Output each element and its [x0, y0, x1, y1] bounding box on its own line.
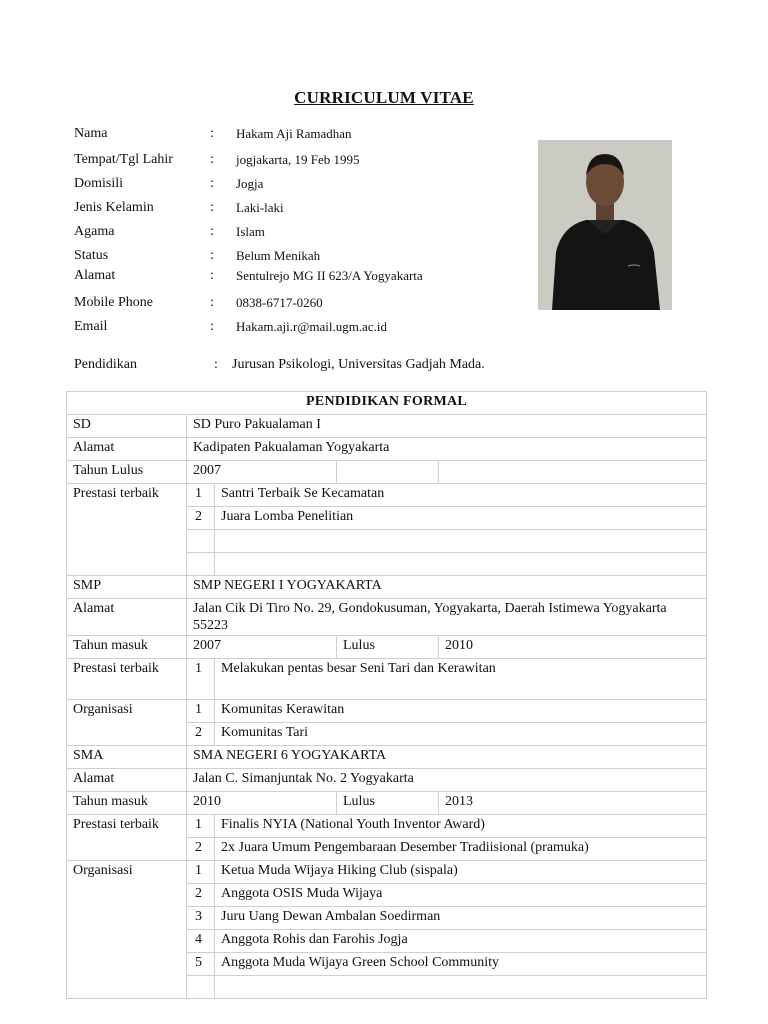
- year-value: 2010: [187, 792, 337, 815]
- bio-label: Email: [74, 319, 108, 334]
- table-row: [67, 636, 707, 659]
- table-row: [67, 484, 707, 507]
- table-header-row: [67, 392, 707, 415]
- row-label: Prestasi terbaik: [67, 484, 187, 576]
- table-row: [67, 438, 707, 461]
- education-table: [66, 391, 707, 999]
- bio-label: Alamat: [74, 268, 116, 283]
- year-value: 2010: [439, 636, 707, 659]
- school-address: Jalan C. Simanjuntak No. 2 Yogyakarta: [187, 769, 707, 792]
- item-text: Anggota Rohis dan Farohis Jogja: [215, 930, 707, 953]
- item-text: Santri Terbaik Se Kecamatan: [215, 484, 707, 507]
- year-value: 2007: [187, 461, 337, 484]
- table-row: [67, 461, 707, 484]
- item-number: 1: [187, 484, 215, 507]
- item-text: 2x Juara Umum Pengembaraan Desember Tradiisional (pramuka): [215, 838, 707, 861]
- row-label: Tahun masuk: [67, 792, 187, 815]
- row-label: Organisasi: [67, 700, 187, 746]
- empty-cell: [187, 976, 215, 999]
- bio-value: Sentulrejo MG II 623/A Yogyakarta: [236, 268, 423, 283]
- bio-colon: :: [210, 319, 214, 334]
- item-number: 2: [187, 723, 215, 746]
- table-row: [67, 700, 707, 723]
- table-row: [67, 861, 707, 884]
- row-label: Alamat: [67, 599, 187, 636]
- empty-cell: [215, 976, 707, 999]
- school-name: SMA NEGERI 6 YOGYAKARTA: [187, 746, 707, 769]
- lulus-label: Lulus: [337, 636, 439, 659]
- empty-cell: [187, 553, 215, 576]
- table-row: [67, 769, 707, 792]
- bio-value: Hakam.aji.r@mail.ugm.ac.id: [236, 319, 387, 334]
- row-label: SMP: [67, 576, 187, 599]
- pendidikan-label: Pendidikan: [74, 357, 137, 372]
- school-address: Kadipaten Pakualaman Yogyakarta: [187, 438, 707, 461]
- table-row: [67, 599, 707, 636]
- item-text: Komunitas Kerawitan: [215, 700, 707, 723]
- bio-value: Islam: [236, 224, 265, 239]
- row-label: Alamat: [67, 438, 187, 461]
- table-row: [67, 815, 707, 838]
- item-number: 5: [187, 953, 215, 976]
- pendidikan-value: Jurusan Psikologi, Universitas Gadjah Mada.: [232, 357, 485, 372]
- table-row: [67, 792, 707, 815]
- lulus-label: Lulus: [337, 792, 439, 815]
- bio-label: Domisili: [74, 176, 124, 191]
- bio-colon: :: [210, 126, 214, 141]
- row-label: Organisasi: [67, 861, 187, 999]
- item-text: Anggota Muda Wijaya Green School Community: [215, 953, 707, 976]
- item-number: 4: [187, 930, 215, 953]
- table-row: [67, 576, 707, 599]
- item-text: Juara Lomba Penelitian: [215, 507, 707, 530]
- empty-cell: [187, 530, 215, 553]
- empty-cell: [439, 461, 707, 484]
- bio-colon: :: [210, 268, 214, 283]
- bio-label: Jenis Kelamin: [74, 200, 154, 215]
- table-row: [67, 415, 707, 438]
- row-label: SMA: [67, 746, 187, 769]
- table-row: [67, 659, 707, 700]
- bio-label: Nama: [74, 126, 108, 141]
- bio-value: jogjakarta, 19 Feb 1995: [236, 152, 360, 167]
- school-name: SMP NEGERI I YOGYAKARTA: [187, 576, 707, 599]
- item-number: 1: [187, 861, 215, 884]
- empty-cell: [215, 530, 707, 553]
- item-number: 1: [187, 700, 215, 723]
- bio-colon: :: [210, 176, 214, 191]
- item-text: Komunitas Tari: [215, 723, 707, 746]
- empty-cell: [215, 553, 707, 576]
- year-value: 2013: [439, 792, 707, 815]
- bio-colon: :: [210, 152, 214, 167]
- bio-label: Agama: [74, 224, 115, 239]
- bio-colon: :: [210, 295, 214, 310]
- bio-value: Belum Menikah: [236, 248, 321, 263]
- item-number: 2: [187, 507, 215, 530]
- pendidikan-colon: :: [214, 357, 218, 372]
- bio-label: Mobile Phone: [74, 295, 153, 310]
- document-title: CURRICULUM VITAE: [294, 88, 474, 107]
- bio-label: Tempat/Tgl Lahir: [74, 152, 173, 167]
- row-label: Tahun Lulus: [67, 461, 187, 484]
- item-number: 3: [187, 907, 215, 930]
- bio-colon: :: [210, 224, 214, 239]
- row-label: Tahun masuk: [67, 636, 187, 659]
- item-number: 1: [187, 815, 215, 838]
- bio-value: Hakam Aji Ramadhan: [236, 126, 352, 141]
- item-text: Anggota OSIS Muda Wijaya: [215, 884, 707, 907]
- bio-colon: :: [210, 248, 214, 263]
- bio-value: 0838-6717-0260: [236, 295, 323, 310]
- bio-value: Laki-laki: [236, 200, 284, 215]
- item-number: 2: [187, 884, 215, 907]
- bio-label: Status: [74, 248, 109, 263]
- item-number: 2: [187, 838, 215, 861]
- year-value: 2007: [187, 636, 337, 659]
- row-label: Prestasi terbaik: [67, 659, 187, 700]
- row-label: Prestasi terbaik: [67, 815, 187, 861]
- row-label: SD: [67, 415, 187, 438]
- portrait-illustration: [538, 140, 672, 310]
- bio-colon: :: [210, 200, 214, 215]
- empty-cell: [337, 461, 439, 484]
- row-label: Alamat: [67, 769, 187, 792]
- item-text: Melakukan pentas besar Seni Tari dan Kerawitan: [215, 659, 707, 700]
- school-name: SD Puro Pakualaman I: [187, 415, 707, 438]
- item-number: 1: [187, 659, 215, 700]
- table-row: [67, 746, 707, 769]
- profile-photo: [538, 140, 672, 310]
- bio-value: Jogja: [236, 176, 264, 191]
- table-header: PENDIDIKAN FORMAL: [67, 392, 707, 415]
- school-address: Jalan Cik Di Tiro No. 29, Gondokusuman, Yogyakarta, Daerah Istimewa Yogyakarta 55223: [187, 599, 707, 636]
- item-text: Ketua Muda Wijaya Hiking Club (sispala): [215, 861, 707, 884]
- pendidikan-row: [74, 357, 485, 373]
- item-text: Juru Uang Dewan Ambalan Soedirman: [215, 907, 707, 930]
- item-text: Finalis NYIA (National Youth Inventor Award): [215, 815, 707, 838]
